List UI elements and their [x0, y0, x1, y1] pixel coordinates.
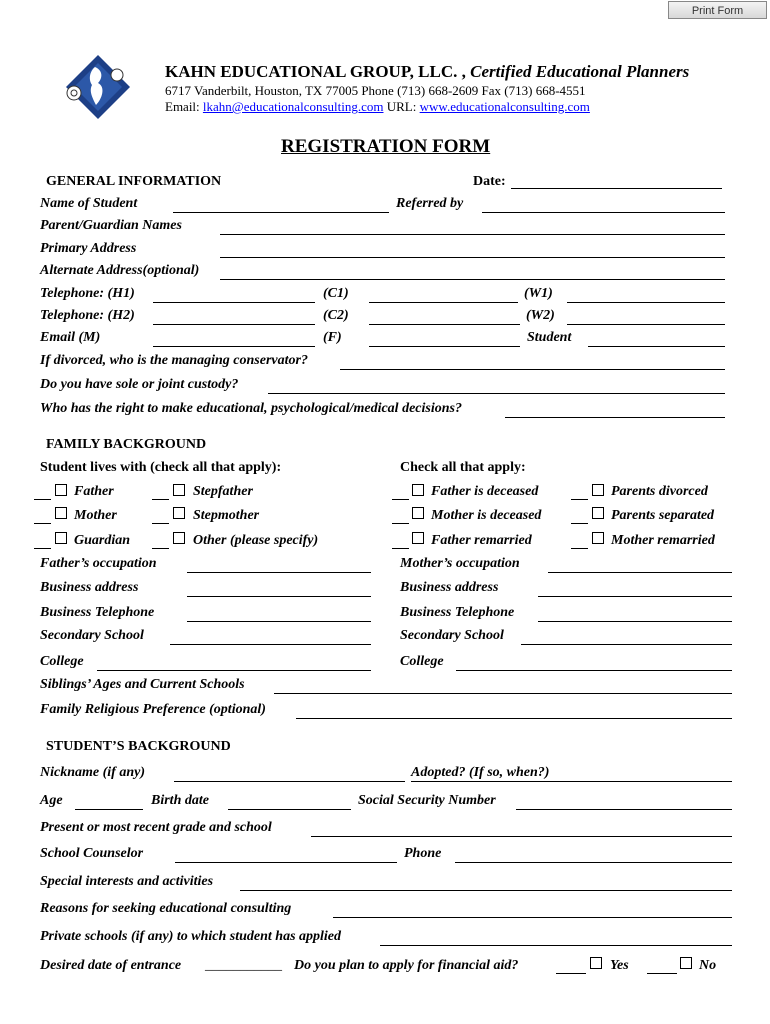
yes-blank	[556, 973, 586, 974]
father-remarried-checkbox[interactable]	[412, 532, 424, 544]
school-counselor-field[interactable]	[175, 862, 397, 863]
counselor-phone-label: Phone	[404, 846, 442, 861]
student-heading: STUDENT’S BACKGROUND	[46, 739, 231, 754]
print-form-button[interactable]: Print Form	[668, 1, 767, 19]
email-link[interactable]: lkahn@educationalconsulting.com	[202, 99, 384, 114]
interests-label: Special interests and activities	[40, 874, 214, 889]
custody-field[interactable]	[268, 393, 725, 394]
other-checkbox[interactable]	[173, 532, 185, 544]
mother-deceased-blank	[392, 523, 409, 524]
nickname-label: Nickname (if any)	[40, 765, 145, 780]
url-label: URL:	[386, 99, 417, 114]
telephone-h1-field[interactable]	[153, 302, 315, 303]
referred-by-label: Referred by	[396, 196, 464, 211]
entrance-field[interactable]: ___________	[205, 958, 282, 973]
general-heading: GENERAL INFORMATION	[46, 174, 222, 189]
mother-business-address-label: Business address	[400, 580, 499, 595]
date-label: Date:	[473, 174, 506, 189]
url-link[interactable]: www.educationalconsulting.com	[419, 99, 590, 114]
w2-label: (W2)	[526, 308, 555, 323]
guardian-blank	[34, 548, 51, 549]
adopted-label: Adopted? (If so, when?)	[411, 765, 550, 780]
other-blank	[152, 548, 169, 549]
company-address: 6717 Vanderbilt, Houston, TX 77005 Phone (713) 668-2609 Fax (713) 668-4551	[165, 83, 586, 98]
company-logo	[62, 53, 132, 123]
no-label: No	[699, 958, 717, 973]
parents-separated-blank	[571, 523, 588, 524]
telephone-h1-label: Telephone: (H1)	[40, 286, 135, 301]
no-blank	[647, 973, 677, 974]
father-remarried-label: Father remarried	[431, 533, 532, 548]
father-remarried-blank	[392, 548, 409, 549]
religious-field[interactable]	[296, 718, 732, 719]
financial-aid-no-checkbox[interactable]	[680, 957, 692, 969]
conservator-field[interactable]	[340, 369, 725, 370]
mother-business-telephone-field[interactable]	[538, 621, 732, 622]
parents-separated-label: Parents separated	[611, 508, 715, 523]
primary-address-label: Primary Address	[40, 241, 137, 256]
c2-label: (C2)	[323, 308, 349, 323]
ssn-label: Social Security Number	[358, 793, 496, 808]
father-blank	[34, 499, 51, 500]
stepmother-checkbox[interactable]	[173, 507, 185, 519]
stepfather-blank	[152, 499, 169, 500]
w1-label: (W1)	[524, 286, 553, 301]
mother-blank	[34, 523, 51, 524]
mother-secondary-school-label: Secondary School	[400, 628, 504, 643]
father-secondary-school-field[interactable]	[170, 644, 371, 645]
financial-aid-yes-checkbox[interactable]	[590, 957, 602, 969]
telephone-h2-label: Telephone: (H2)	[40, 308, 135, 323]
religious-label: Family Religious Preference (optional)	[40, 702, 266, 717]
reasons-label: Reasons for seeking educational consulting	[40, 901, 292, 916]
mother-deceased-checkbox[interactable]	[412, 507, 424, 519]
guardian-checkbox[interactable]	[55, 532, 67, 544]
entrance-label: Desired date of entrance	[40, 958, 182, 973]
mother-business-address-field[interactable]	[538, 596, 732, 597]
mother-college-label: College	[400, 654, 444, 669]
other-label: Other (please specify)	[193, 533, 319, 548]
family-heading: FAMILY BACKGROUND	[46, 437, 207, 452]
parents-separated-checkbox[interactable]	[592, 507, 604, 519]
stepmother-label: Stepmother	[193, 508, 260, 523]
mother-remarried-blank	[571, 548, 588, 549]
referred-by-field[interactable]	[482, 212, 725, 213]
father-deceased-label: Father is deceased	[431, 484, 539, 499]
primary-address-field[interactable]	[220, 257, 725, 258]
father-checkbox[interactable]	[55, 484, 67, 496]
counselor-phone-field[interactable]	[455, 862, 732, 863]
age-field[interactable]	[75, 809, 143, 810]
mother-deceased-label: Mother is deceased	[431, 508, 542, 523]
name-of-student-label: Name of Student	[40, 196, 138, 211]
siblings-label: Siblings’ Ages and Current Schools	[40, 677, 245, 692]
student-email-label: Student	[527, 330, 572, 345]
parent-names-field[interactable]	[220, 234, 725, 235]
mother-secondary-school-field[interactable]	[521, 644, 732, 645]
stepmother-blank	[152, 523, 169, 524]
father-business-address-field[interactable]	[187, 596, 371, 597]
mothers-occupation-field[interactable]	[548, 572, 732, 573]
private-schools-field[interactable]	[380, 945, 732, 946]
parents-divorced-blank	[571, 499, 588, 500]
c1-label: (C1)	[323, 286, 349, 301]
company-tagline: Certified Educational Planners	[470, 62, 690, 81]
w2-field[interactable]	[567, 324, 725, 325]
school-counselor-label: School Counselor	[40, 846, 144, 861]
father-college-label: College	[40, 654, 84, 669]
decisions-label: Who has the right to make educational, psychological/medical decisions?	[40, 401, 462, 416]
mother-remarried-checkbox[interactable]	[592, 532, 604, 544]
guardian-label: Guardian	[74, 533, 131, 548]
date-field[interactable]	[511, 188, 722, 189]
parents-divorced-checkbox[interactable]	[592, 484, 604, 496]
grade-school-field[interactable]	[311, 836, 732, 837]
mother-college-field[interactable]	[456, 670, 732, 671]
financial-aid-label: Do you plan to apply for financial aid?	[294, 958, 519, 973]
stepfather-checkbox[interactable]	[173, 484, 185, 496]
father-deceased-blank	[392, 499, 409, 500]
birth-date-field[interactable]	[228, 809, 351, 810]
stepfather-label: Stepfather	[193, 484, 253, 499]
email-label: Email:	[165, 99, 200, 114]
nickname-field[interactable]	[174, 781, 405, 782]
c1-field[interactable]	[369, 302, 518, 303]
telephone-h2-field[interactable]	[153, 324, 315, 325]
father-secondary-school-label: Secondary School	[40, 628, 144, 643]
form-title: REGISTRATION FORM	[281, 136, 491, 157]
w1-field[interactable]	[567, 302, 725, 303]
yes-label: Yes	[610, 958, 629, 973]
check-all-label: Check all that apply:	[400, 460, 526, 475]
f-label: (F)	[323, 330, 342, 345]
birth-date-label: Birth date	[151, 793, 209, 808]
conservator-label: If divorced, who is the managing conservator?	[40, 353, 308, 368]
parent-names-label: Parent/Guardian Names	[40, 218, 182, 233]
father-deceased-checkbox[interactable]	[412, 484, 424, 496]
adopted-field[interactable]	[411, 781, 732, 782]
company-contact	[165, 99, 590, 115]
father-business-telephone-field[interactable]	[187, 621, 371, 622]
fathers-occupation-field[interactable]	[187, 572, 371, 573]
f-field[interactable]	[369, 346, 520, 347]
student-email-field[interactable]	[588, 346, 725, 347]
siblings-field[interactable]	[274, 693, 732, 694]
name-of-student-field[interactable]	[173, 212, 389, 213]
father-business-address-label: Business address	[40, 580, 139, 595]
age-label: Age	[40, 793, 63, 808]
email-m-field[interactable]	[153, 346, 315, 347]
company-header	[165, 62, 689, 82]
grade-school-label: Present or most recent grade and school	[40, 820, 272, 835]
alternate-address-field[interactable]	[220, 279, 725, 280]
decisions-field[interactable]	[505, 417, 725, 418]
fathers-occupation-label: Father’s occupation	[40, 556, 157, 571]
mother-remarried-label: Mother remarried	[611, 533, 715, 548]
interests-field[interactable]	[240, 890, 732, 891]
c2-field[interactable]	[369, 324, 520, 325]
lives-with-label: Student lives with (check all that apply):	[40, 460, 282, 475]
alternate-address-label: Alternate Address(optional)	[40, 263, 200, 278]
ssn-field[interactable]	[516, 809, 732, 810]
mothers-occupation-label: Mother’s occupation	[400, 556, 520, 571]
custody-label: Do you have sole or joint custody?	[40, 377, 239, 392]
mother-business-telephone-label: Business Telephone	[400, 605, 515, 620]
parents-divorced-label: Parents divorced	[611, 484, 708, 499]
email-m-label: Email (M)	[40, 330, 101, 345]
reasons-field[interactable]	[333, 917, 732, 918]
private-schools-label: Private schools (if any) to which student has applied	[40, 929, 342, 944]
mother-label: Mother	[74, 508, 117, 523]
company-name: KAHN EDUCATIONAL GROUP, LLC. ,	[165, 62, 466, 81]
father-label: Father	[74, 484, 114, 499]
mother-checkbox[interactable]	[55, 507, 67, 519]
father-business-telephone-label: Business Telephone	[40, 605, 155, 620]
father-college-field[interactable]	[97, 670, 371, 671]
